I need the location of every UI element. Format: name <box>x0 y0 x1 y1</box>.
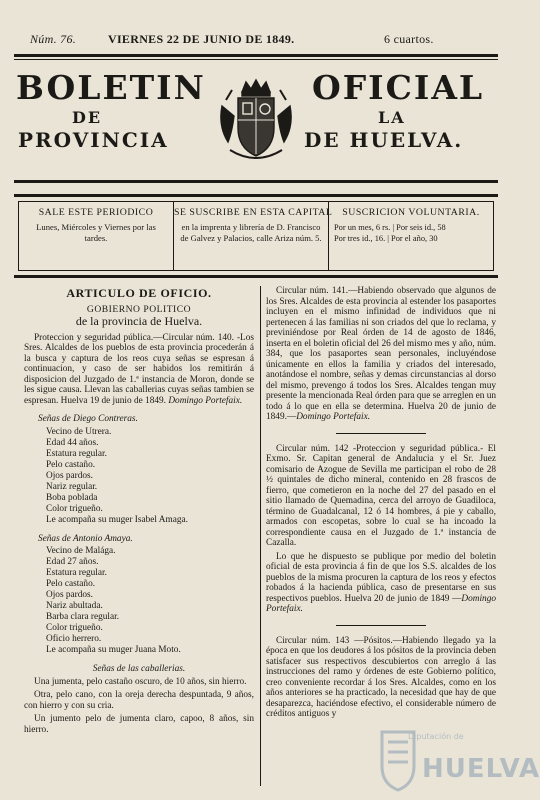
gobierno-heading: GOBIERNO POLITICO <box>86 303 192 315</box>
list-item: Boba poblada <box>46 492 98 503</box>
subscription-place-text: en la imprenta y librería de D. Francisco de Galvez y Palacios, calle Ariza núm. 5. <box>180 222 322 243</box>
issue-number: Núm. 76. <box>30 32 77 46</box>
archive-watermark <box>378 716 540 796</box>
signature: Domingo Portefaix. <box>168 395 243 406</box>
left-column <box>24 286 254 738</box>
caballeria-entry: Otra, pelo cano, con la oreja derecha despuntada, 9 años, con hierro y con su cria. <box>24 690 254 711</box>
masthead-de-huelva: DE HUELVA. <box>304 128 464 152</box>
header-rule <box>14 54 498 57</box>
dateline <box>0 28 514 52</box>
circular-141-text: Circular núm. 141.—Habiendo observado que algunos de los Sres. Alcaldes de esta provincia al estender los pasaportes incluyen en el mismo infinidad de individuos que ni pertenecen á las familias ni son criados del que lo reclama, y previniéndose por Real órden de 14 de agosto de 1846, inserta en el boletin oficial del 26 del mismo mes y año, núm. 384, que los pasaportes sean personales, incluyéndose únicamente en ellos la familia y criados del interesado, anotándose el nombre, señas y demas circunstancias al dorso del mismo, prevengo á todos los Sres. Alcaldes tengan muy presente la mencionada Real órden para que se arreglen en un todo á lo que en ella se determina. Huelva 20 de junio de 1849.— <box>266 286 496 422</box>
masthead-oficial: OFICIAL <box>312 68 485 107</box>
circular-142: Circular núm. 142 -Proteccion y seguridad pública.- El Exmo. Sr. Capitan general de Andalucia y el Sr. Juez comisario de Azogue de Sevilla me participan el robo de 28 ½ quintales de dicho mineral, contenido en 28 frascos de fierro, que cometieron en la noche del 27 del pasado en el sitio llamado de Quemadina, cerca del arroyo de Guadiloca, término de Guadalcanal, 12 ó 14 hombres, á pie y caballo, armados con escopetas, sobre lo cual se ha incoado la correspondiente causa en el Juzgado de 1.ª instancia de Cazalla. <box>266 443 496 548</box>
header-rule-thin <box>14 59 498 60</box>
masthead-de: DE <box>72 108 103 127</box>
list-item: Ojos pardos. <box>46 590 93 600</box>
subscription-prices-title: SUSCRICION VOLUNTARIA. <box>342 207 480 218</box>
subscription-prices <box>329 202 493 270</box>
senas-list <box>24 546 254 656</box>
price-row: Por tres id., 16. | Por el año, 30 <box>334 234 438 243</box>
subscription-place <box>174 202 333 270</box>
list-item: Color trigueño. <box>46 623 103 633</box>
caballeria-entry: Un jumento pelo de jumenta claro, capoo, 8 años, sin hierro. <box>24 714 254 735</box>
issue-date: VIERNES 22 DE JUNIO DE 1849. <box>108 32 295 46</box>
circular-143: Circular núm. 143 —Pósitos.—Habiendo llegado ya la época en que los deudores á los pósitos de la provincia deben satisfacer sus respectivos descubiertos con arreglo á las instrucciones del ramo y órdenes de este Gobierno político, creo conveniente recordar á los Sres. Alcaldes, como en los años anteriores se ha practicado, la necesidad que hay de que desaparezca, haciéndose efectivo, el considerable número de créditos antiguos y <box>266 635 496 719</box>
masthead-boletin: BOLETIN <box>16 68 206 107</box>
circular-142-cont-text: Lo que he dispuesto se publique por medio del boletin oficial de esta provincia á fin de que los S.S. alcaldes de los pueblos de la misma procuren la captura de los reos y efectos robados á la hacienda pública, caso de presentarse en sus respectivos pueblos. Huelva 20 de junio de 1849 — <box>266 551 496 604</box>
right-column <box>266 286 496 723</box>
signature: Domingo Portefaix. <box>266 593 496 614</box>
list-item: Edad 27 años. <box>46 557 99 567</box>
senas-list <box>24 427 254 526</box>
publication-days-title: SALE ESTE PERIODICO <box>38 207 154 218</box>
caballeria-entry: Una jumenta, pelo castaño oscuro, de 10 años, sin hierro. <box>34 676 247 687</box>
publication-days <box>19 202 174 270</box>
list-item: Barba clara regular. <box>46 612 120 622</box>
list-item: Pelo castaño. <box>46 579 96 589</box>
list-item: Color trigueño. <box>46 503 103 514</box>
list-item: Vecino de Utrera. <box>46 426 112 437</box>
column-divider <box>260 286 261 786</box>
masthead-rule <box>14 180 498 183</box>
masthead-la: LA <box>378 108 406 127</box>
circular-142-cont <box>266 552 496 615</box>
list-item: Nariz regular. <box>46 481 98 492</box>
list-item: Le acompaña su muger Isabel Amaga. <box>46 514 188 525</box>
list-item: Ojos pardos. <box>46 470 93 481</box>
list-item: Vecino de Malága. <box>46 546 116 556</box>
senas-title: Señas de Antonio Amaya. <box>38 533 133 544</box>
publication-days-text: Lunes, Miércoles y Viernes por las tardes. <box>36 222 156 243</box>
subscription-box <box>14 194 498 278</box>
separator-rule <box>336 625 426 626</box>
circular-140 <box>24 333 254 407</box>
section-heading: ARTICULO DE OFICIO. <box>66 286 212 300</box>
watermark-small-text: Diputación de <box>408 732 464 741</box>
provincia-heading: de la provincia de Huelva. <box>75 314 203 328</box>
senas-title: Señas de Diego Contreras. <box>38 414 138 424</box>
circular-141 <box>266 286 496 423</box>
list-item: Oficio herrero. <box>46 634 102 644</box>
circular-140-text: Proteccion y seguridad pública.—Circular núm. 140. -Los Sres. Alcaldes de los pueblos de esta provincia procederán á la busca y captura de los reos cuya señas se espresan á continuacion, y caso de ser habidos los remitirán á disposicion del Juzgado de 1.ª instancia de Moron, donde se les sigue causa. Llevan las caballerias cuyas señas tambien se espresan. Huelva 19 de junio de 1849. <box>24 332 254 406</box>
senas-title: Señas de las caballerias. <box>92 664 186 674</box>
coat-of-arms-icon <box>212 76 300 164</box>
list-item: Le acompaña su muger Juana Moto. <box>46 645 181 655</box>
masthead-provincia: PROVINCIA <box>18 128 169 152</box>
list-item: Nariz abultada. <box>46 601 103 611</box>
list-item: Edad 44 años. <box>46 437 99 448</box>
masthead <box>0 62 514 162</box>
subscription-place-title: SE SUSCRIBE EN ESTA CAPITAL <box>174 207 333 218</box>
issue-price: 6 cuartos. <box>384 32 434 46</box>
watermark-text: HUELVA <box>422 754 540 784</box>
separator-rule <box>336 433 426 434</box>
signature: Domingo Portefaix. <box>296 412 371 422</box>
list-item: Estatura regular. <box>46 448 107 459</box>
price-row: Por un mes, 6 rs. | Por seis id., 58 <box>334 223 446 232</box>
list-item: Estatura regular. <box>46 568 107 578</box>
list-item: Pelo castaño. <box>46 459 96 470</box>
